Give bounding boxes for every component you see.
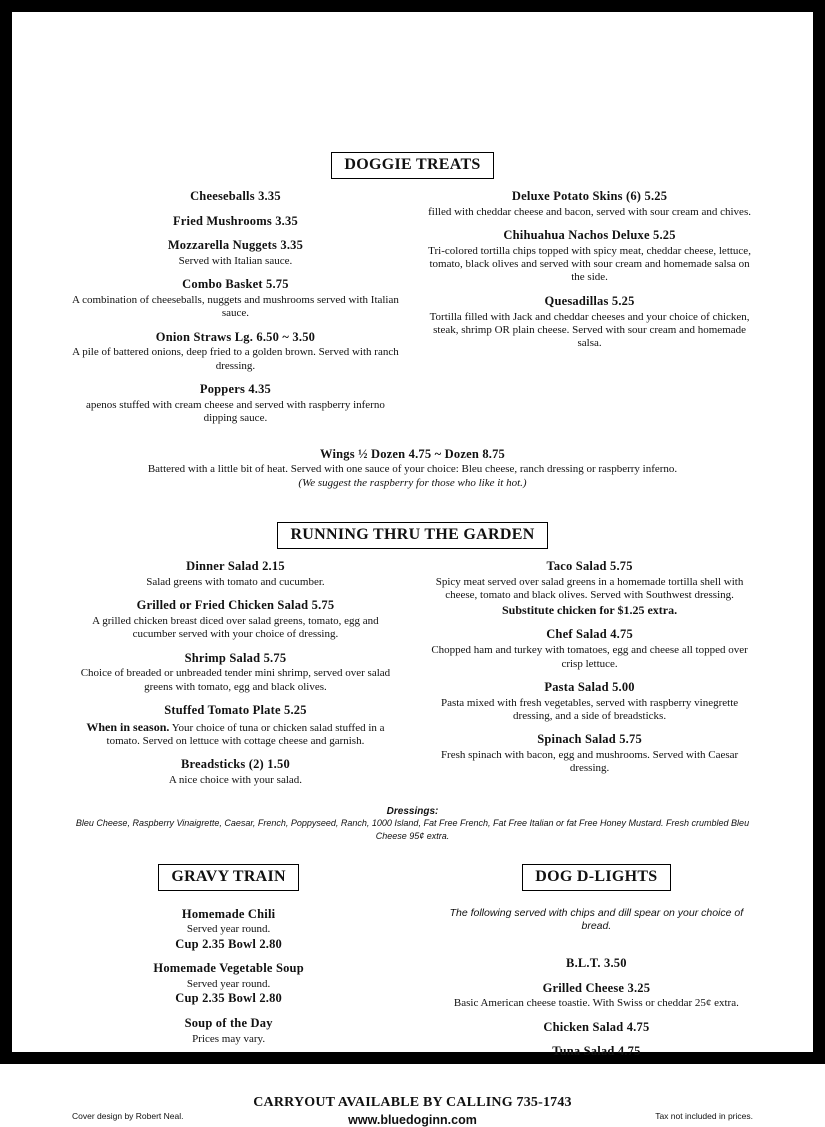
menu-item-description: A combination of cheeseballs, nuggets and mushrooms served with Italian sauce. bbox=[72, 293, 399, 320]
menu-item-name: Deluxe Potato Skins (6) 5.25 bbox=[511, 189, 668, 203]
section-header-garden bbox=[72, 522, 753, 549]
menu-item-note: (We suggest the raspberry for those who like it hot.) bbox=[298, 476, 527, 489]
website-link[interactable]: www.bluedoginn.com bbox=[348, 1112, 477, 1127]
menu-item-description: Tortilla filled with Jack and cheddar cheeses and your choice of chicken, steak, shrimp OR plain cheese. Served with sour cream and homemade salsa. bbox=[429, 310, 750, 350]
menu-item-description: Spicy meat served over salad greens in a homemade tortilla shell with cheese, tomato and black olives. Served with Southwest dressing. bbox=[435, 575, 744, 602]
menu-item-name: Fried Mushrooms 3.35 bbox=[172, 213, 298, 228]
menu-item bbox=[72, 559, 399, 589]
cover-design-credit: Cover design by Robert Neal. bbox=[72, 1110, 184, 1121]
menu-item bbox=[426, 228, 753, 285]
menu-item-description: Choice of breaded or unbreaded tender mini shrimp, served over salad greens with tomato, egg and black olives. bbox=[80, 667, 391, 693]
menu-item-description: filled with cheddar cheese and bacon, served with sour cream and chives. bbox=[428, 205, 751, 218]
menu-item bbox=[72, 189, 399, 205]
menu-item-name: Mozzarella Nuggets 3.35 bbox=[167, 238, 304, 253]
menu-item-description: Battered with a little bit of heat. Served with one sauce of your choice: Bleu cheese, ranch dressing or raspberry inferno. bbox=[147, 463, 678, 476]
menu-item-description: A grilled chicken breast diced over salad greens, tomato, egg and cucumber served with your choice of dressing. bbox=[92, 614, 379, 641]
menu-item bbox=[72, 598, 399, 641]
menu-item-price-line: Cup 2.35 Bowl 2.80 bbox=[175, 991, 282, 1006]
menu-item bbox=[426, 559, 753, 618]
menu-item-description: Chopped ham and turkey with tomatoes, egg and cheese all topped over crisp lettuce. bbox=[431, 644, 748, 670]
menu-item-name: Pasta Salad 5.00 bbox=[544, 679, 635, 694]
menu-item-name: Breadsticks (2) 1.50 bbox=[180, 757, 290, 772]
top-spacer bbox=[72, 40, 753, 152]
menu-item-description-bold-lead bbox=[72, 720, 399, 749]
menu-item-bold-note: When in season. bbox=[86, 719, 170, 734]
menu-item-price-line: Cup 2.35 Bowl 2.80 bbox=[175, 936, 282, 951]
menu-item-name: Poppers 4.35 bbox=[199, 382, 272, 397]
menu-item-name: Dinner Salad 2.15 bbox=[186, 559, 285, 574]
dog-dlights-intro: The following served with chips and dill spear on your choice of bread. bbox=[449, 906, 744, 933]
menu-item bbox=[426, 627, 753, 670]
menu-item bbox=[426, 680, 753, 723]
menu-item bbox=[426, 294, 753, 351]
doggie-treats-right-column bbox=[426, 189, 753, 360]
dressings-block bbox=[72, 806, 753, 841]
section-title-dog-dlights: DOG D-LIGHTS bbox=[522, 864, 670, 891]
menu-item-name: Shrimp Salad 5.75 bbox=[184, 650, 287, 665]
menu-item bbox=[72, 238, 399, 268]
menu-item-description: Fresh spinach with bacon, egg and mushrooms. Served with Caesar dressing. bbox=[440, 748, 739, 775]
menu-item bbox=[72, 330, 399, 373]
menu-item-description: Basic American cheese toastie. With Swiss or cheddar 25¢ extra. bbox=[453, 997, 739, 1010]
menu-item-description: A pile of battered onions, deep fried to a golden brown. Served with ranch dressing. bbox=[72, 346, 399, 372]
garden-right-column bbox=[426, 559, 753, 785]
menu-item bbox=[440, 1044, 753, 1060]
menu-sheet bbox=[12, 12, 813, 1127]
section-title-gravy-train: GRAVY TRAIN bbox=[158, 864, 299, 891]
section-title-garden: RUNNING THRU THE GARDEN bbox=[277, 522, 547, 549]
menu-item-substitute-note: Substitute chicken for $1.25 extra. bbox=[502, 603, 678, 618]
menu-item bbox=[72, 961, 385, 1007]
doggie-treats-columns bbox=[72, 189, 753, 435]
menu-item bbox=[72, 382, 399, 425]
menu-item-description: Salad greens with tomato and cucumber. bbox=[146, 575, 325, 588]
menu-item-name: Grilled Cheese 3.25 bbox=[542, 980, 651, 995]
menu-item bbox=[72, 757, 399, 787]
gravy-train-section bbox=[72, 864, 385, 1055]
section-spacer bbox=[72, 496, 753, 522]
menu-item-description: Pasta mixed with fresh vegetables, served with raspberry vinegrette dressing, and a side of breadsticks. bbox=[440, 696, 739, 722]
menu-item-wings bbox=[72, 447, 753, 490]
footer-fineprint-row bbox=[72, 1105, 753, 1123]
menu-item-description: Served with Italian sauce. bbox=[178, 254, 293, 267]
menu-item-name: Homemade Chili bbox=[181, 906, 276, 921]
menu-item-name: Onion Straws Lg. 6.50 ~ 3.50 bbox=[155, 329, 316, 344]
section-header-gravy-train bbox=[72, 864, 385, 891]
menu-item bbox=[440, 1020, 753, 1036]
menu-item-name: Quesadillas 5.25 bbox=[544, 293, 635, 308]
menu-item bbox=[72, 214, 399, 230]
menu-item-name: B.L.T. 3.50 bbox=[566, 955, 627, 970]
menu-item-name: Grilled or Fried Chicken Salad 5.75 bbox=[136, 598, 335, 613]
menu-item-name: Homemade Vegetable Soup bbox=[153, 961, 304, 976]
menu-item-name: Stuffed Tomato Plate 5.25 bbox=[164, 702, 307, 717]
menu-item bbox=[72, 907, 385, 953]
menu-item bbox=[426, 732, 753, 775]
menu-item-name: Taco Salad 5.75 bbox=[546, 559, 633, 574]
dog-dlights-section bbox=[440, 864, 753, 1069]
doggie-treats-left-column bbox=[72, 189, 399, 435]
dressings-list: Bleu Cheese, Raspberry Vinaigrette, Caesar, French, Poppyseed, Ranch, 1000 Island, Fat Free French, Fat Free Italian or fat Free Honey Mustard. Fresh crumbled Bleu Cheese 95¢ extra. bbox=[75, 818, 750, 841]
bottom-sections bbox=[72, 864, 753, 1069]
menu-item bbox=[426, 189, 753, 219]
menu-item-description: Tri-colored tortilla chips topped with spicy meat, cheddar cheese, lettuce, tomato, black olives and served with sour cream and homemade salsa on the side. bbox=[428, 244, 751, 284]
menu-item bbox=[72, 703, 399, 748]
section-header-doggie-treats bbox=[72, 152, 753, 179]
menu-item-description: Served year round. bbox=[186, 923, 271, 936]
carryout-line: CARRYOUT AVAILABLE BY CALLING 735-1743 bbox=[253, 1094, 572, 1110]
menu-item-name: Spinach Salad 5.75 bbox=[537, 732, 642, 747]
menu-item-name: Chicken Salad 4.75 bbox=[543, 1019, 650, 1034]
menu-item-description: Your choice of tuna or chicken salad stuffed in a tomato. Served on lettuce with cottage cheese and garnish. bbox=[106, 721, 385, 747]
menu-item-name: Wings ½ Dozen 4.75 ~ Dozen 8.75 bbox=[319, 446, 506, 461]
menu-item bbox=[72, 651, 399, 694]
section-title-doggie-treats: DOGGIE TREATS bbox=[331, 152, 493, 179]
menu-item-name: Tuna Salad 4.75 bbox=[552, 1044, 641, 1059]
section-header-dog-dlights bbox=[440, 864, 753, 891]
garden-columns bbox=[72, 559, 753, 796]
menu-item-name: Combo Basket 5.75 bbox=[182, 277, 289, 292]
menu-item-description: A nice choice with your salad. bbox=[168, 774, 303, 786]
menu-item bbox=[72, 1016, 385, 1046]
menu-item bbox=[72, 277, 399, 320]
menu-item-description: apenos stuffed with cream cheese and served with raspberry inferno dipping sauce. bbox=[86, 398, 385, 425]
menu-item-name: Soup of the Day bbox=[184, 1016, 273, 1030]
garden-left-column bbox=[72, 559, 399, 796]
menu-item-description: Prices may vary. bbox=[192, 1032, 266, 1045]
menu-item bbox=[440, 981, 753, 1011]
menu-item-name: Chihuahua Nachos Deluxe 5.25 bbox=[503, 228, 676, 243]
menu-item-name: Cheeseballs 3.35 bbox=[190, 189, 281, 203]
dressings-title: Dressings: bbox=[386, 806, 439, 818]
menu-item bbox=[440, 956, 753, 972]
menu-item-description: Served year round. bbox=[186, 977, 271, 990]
menu-item-name: Chef Salad 4.75 bbox=[546, 627, 633, 642]
tax-notice: Tax not included in prices. bbox=[655, 1110, 753, 1121]
